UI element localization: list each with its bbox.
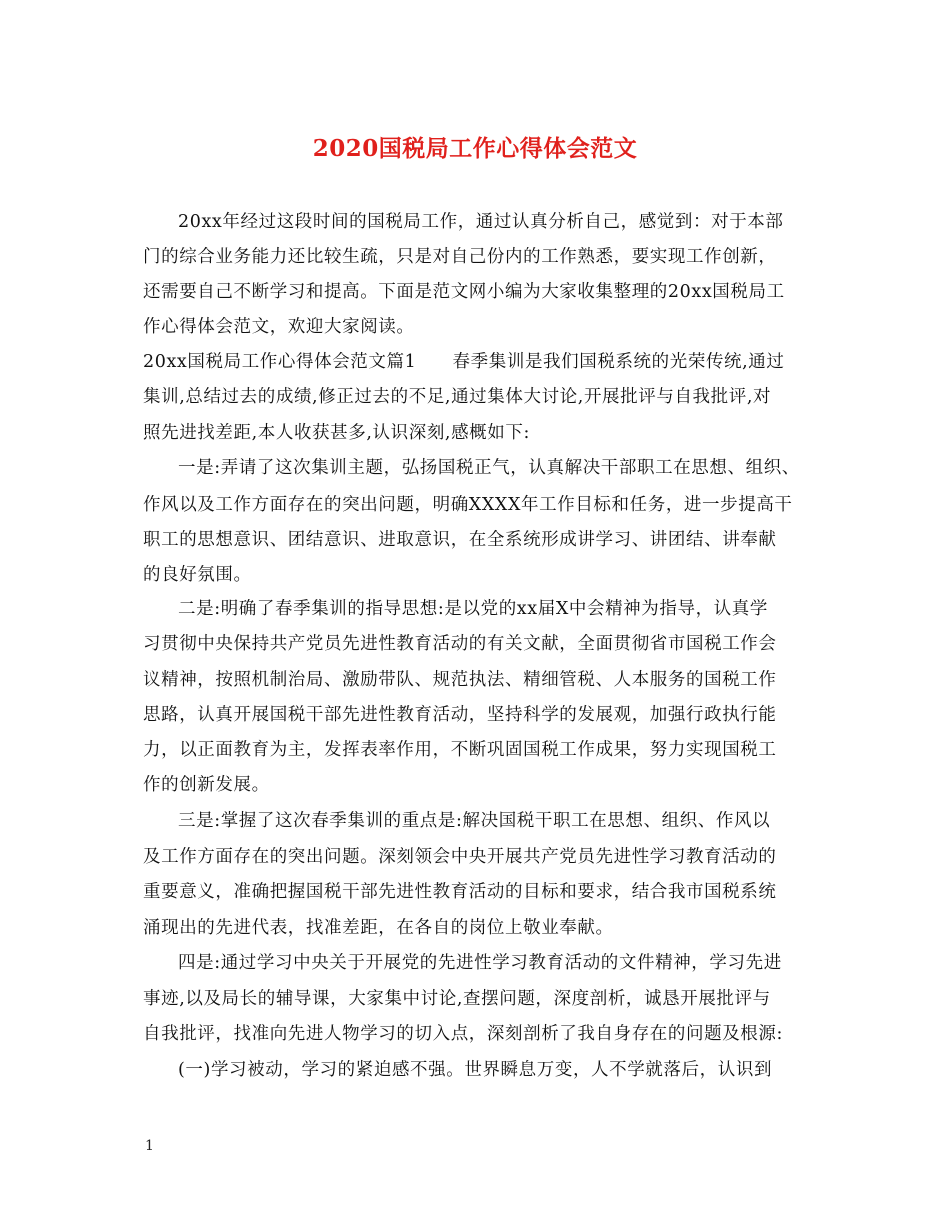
body-line: 的良好氛围。 — [143, 565, 252, 585]
body-line: 一是:弄请了这次集训主题，弘扬国税正气，认真解决干部职工在思想、组织、 — [178, 458, 800, 478]
body-line: 及工作方面存在的突出问题。深刻领会中央开展共产党员先进性学习教育活动的 — [143, 847, 777, 867]
body-line: 事迹,以及局长的辅导课，大家集中讨论,查摆问题，深度剖析，诚恳开展批评与 — [143, 989, 771, 1009]
body-line: 集训,总结过去的成绩,修正过去的不足,通过集体大讨论,开展批评与自我批评,对 — [143, 387, 772, 407]
body-line: 照先进找差距,本人收获甚多,认识深刻,感概如下: — [143, 423, 530, 443]
document-title: 2020国税局工作心得体会范文 — [312, 135, 638, 162]
body-line: (一)学习被动，学习的紧迫感不强。世界瞬息万变，人不学就落后，认识到 — [178, 1060, 773, 1080]
body-line: 思路，认真开展国税干部先进性教育活动，坚持科学的发展观，加强行政执行能 — [143, 705, 777, 725]
body-line: 涌现出的先进代表，找准差距，在各自的岗位上敬业奉献。 — [143, 918, 614, 938]
body-line: 作风以及工作方面存在的突出问题，明确XXXX年工作目标和任务，进一步提高干 — [143, 495, 793, 515]
body-line: 重要意义，准确把握国税干部先进性教育活动的目标和要求，结合我市国税系统 — [143, 882, 777, 902]
body-line: 议精神，按照机制治局、激励带队、规范执法、精细管税、人本服务的国税工作 — [143, 670, 777, 690]
body-line: 习贯彻中央保持共产党员先进性教育活动的有关文献，全面贯彻省市国税工作会 — [143, 634, 777, 654]
body-line: 作心得体会范文，欢迎大家阅读。 — [143, 317, 415, 337]
body-line: 四是:通过学习中央关于开展党的先进性学习教育活动的文件精神，学习先进 — [178, 953, 782, 973]
body-line: 作的创新发展。 — [143, 775, 270, 795]
body-line: 职工的思想意识、团结意识、进取意识，在全系统形成讲学习、讲团结、讲奉献 — [143, 530, 777, 550]
body-line: 还需要自己不断学习和提高。下面是范文网小编为大家收集整理的20xx国税局工 — [143, 282, 785, 302]
body-line: 三是:掌握了这次春季集训的重点是:解决国税干职工在思想、组织、作风以 — [178, 811, 771, 831]
body-line: 二是:明确了春季集训的指导思想:是以党的xx届X中会精神为指导，认真学 — [178, 599, 768, 619]
page-number: 1 — [145, 1138, 154, 1154]
body-line: 20xx年经过这段时间的国税局工作，通过认真分析自己，感觉到：对于本部 — [178, 212, 784, 232]
body-line: 力，以正面教育为主，发挥表率作用，不断巩固国税工作成果，努力实现国税工 — [143, 740, 777, 760]
body-line: 自我批评，找准向先进人物学习的切入点，深刻剖析了我自身存在的问题及根源: — [143, 1024, 783, 1044]
body-line: 20xx国税局工作心得体会范文篇1 春季集训是我们国税系统的光荣传统,通过 — [143, 352, 785, 372]
body-line: 门的综合业务能力还比较生疏，只是对自己份内的工作熟悉，要实现工作创新， — [143, 247, 777, 267]
